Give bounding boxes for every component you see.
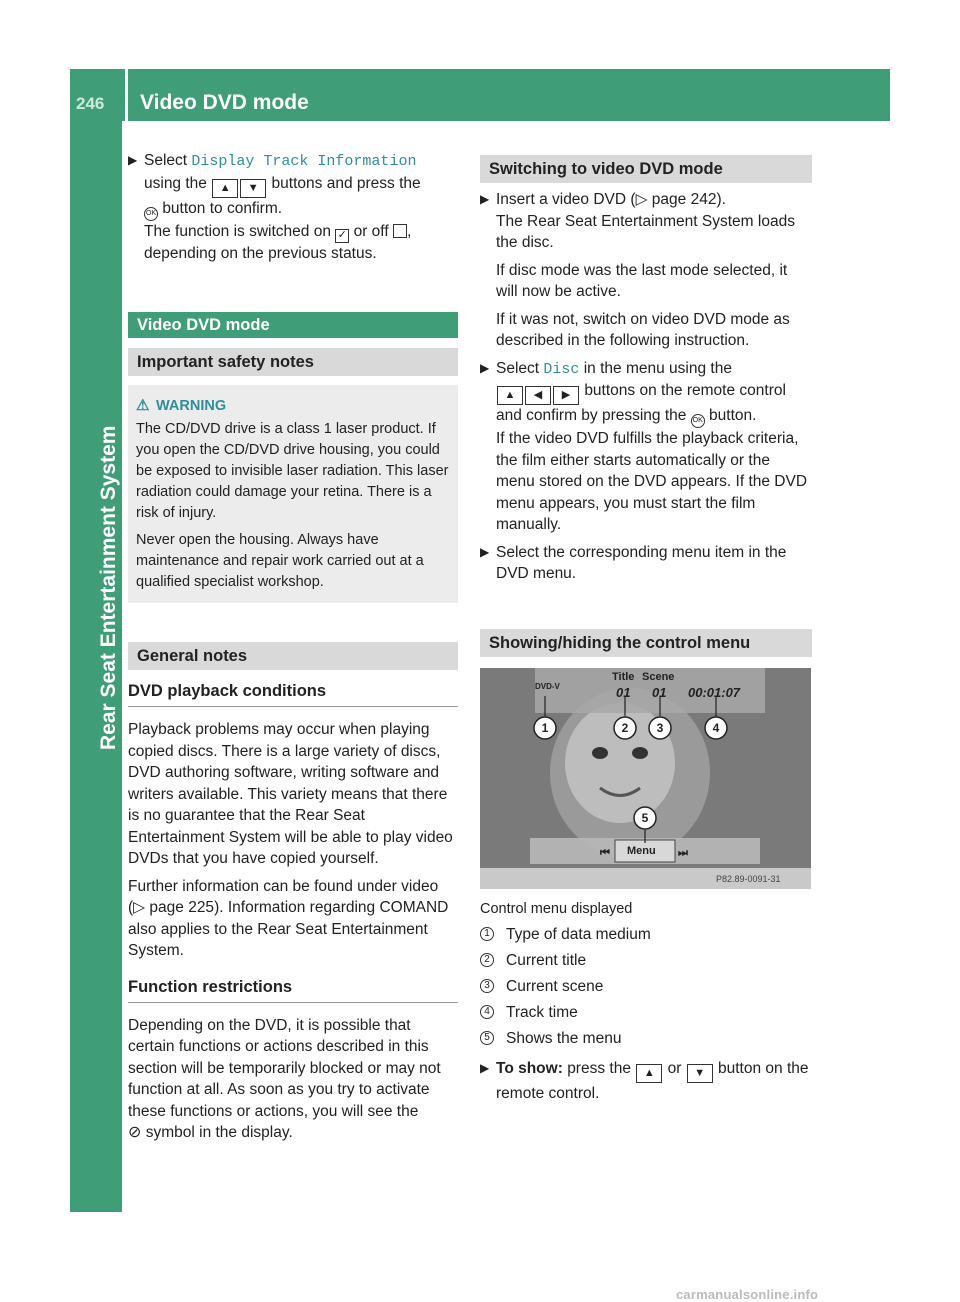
paragraph: The Rear Seat Entertainment System loads the disc. <box>496 212 795 251</box>
callout-2: 2 <box>621 720 629 735</box>
callout-3: 3 <box>656 720 664 735</box>
instruction-step-select-menu-item: ▶ Select the corresponding menu item in the DVD menu. <box>480 543 787 582</box>
right-column <box>480 155 812 1107</box>
scene-value: 01 <box>652 684 667 700</box>
paragraph: Further information can be found under video (▷ page 225). Information regarding COMAND also applies to the Rear Seat Entertainment System. <box>128 877 449 959</box>
page-ref-arrow-icon: ▷ <box>635 191 652 208</box>
menu-item-disc: Disc <box>543 360 580 378</box>
callout-5: 5 <box>641 810 649 825</box>
ok-button-icon: OK <box>144 207 158 221</box>
paragraph: If the video DVD fulfills the playback criteria, the film either starts automatically or the menu stored on the DVD appears. If the DVD menu appears, you must start the film manually. <box>496 430 808 533</box>
header-divider <box>125 69 128 121</box>
warning-paragraph: The CD/DVD drive is a class 1 laser product. If you open the CD/DVD drive housing, you could be exposed to invisible laser radiation. This laser radiation could damage your retina. There is a risk of injury. <box>136 421 449 521</box>
figure-reference-code: P82.89-0091-31 <box>716 873 781 884</box>
warning-triangle-icon: ⚠ <box>136 397 150 414</box>
down-button-icon: ▼ <box>687 1064 713 1083</box>
menu-item-display-track-information: Display Track Information <box>191 153 417 170</box>
step-arrow-icon: ▶ <box>480 360 490 375</box>
legend-item: 4 Track time <box>480 1000 812 1026</box>
callout-1: 1 <box>541 720 549 735</box>
step-arrow-icon: ▶ <box>480 192 490 206</box>
scene-label: Scene <box>642 670 675 683</box>
section-safety-notes: Important safety notes <box>128 348 458 376</box>
checkbox-checked-icon: ✓ <box>335 229 349 243</box>
page-number: 246 <box>76 94 105 113</box>
step-arrow-icon: ▶ <box>128 153 138 167</box>
chapter-title: Video DVD mode <box>140 91 309 114</box>
control-menu-figure <box>480 668 811 889</box>
page-reference-link[interactable]: page 225 <box>149 899 215 916</box>
prohibited-symbol-icon: ⊘ <box>128 1124 142 1141</box>
step-arrow-icon: ▶ <box>480 544 490 559</box>
legend-number-icon: 3 <box>480 979 494 993</box>
title-value: 01 <box>616 684 631 700</box>
instruction-step-display-track: ▶ Select Display Track Information using the ▲ ▼ buttons and press the OK button to confirm. The function is switched on ✓ or off , depending on the previous status. <box>128 152 421 262</box>
legend-list <box>480 922 812 1052</box>
figure-caption: Control menu displayed <box>480 900 633 917</box>
section-showing-hiding-menu: Showing/hiding the control menu <box>480 629 812 657</box>
left-button-icon: ◀ <box>525 386 551 405</box>
left-column <box>128 150 458 1150</box>
warning-box <box>128 385 458 603</box>
section-switching-video-dvd: Switching to video DVD mode <box>480 155 812 183</box>
checkbox-empty-icon <box>393 224 407 238</box>
legend-item: 1 Type of data medium <box>480 922 812 948</box>
media-type-label: DVD-V <box>535 681 560 691</box>
legend-item: 2 Current title <box>480 948 812 974</box>
legend-number-icon: 2 <box>480 953 494 967</box>
paragraph: Playback problems may occur when playing copied discs. There is a large variety of discs, DVD authoring software, writing software and writers available. This variety means that there is no guarantee that the Rear Seat Entertainment System will be able to play video DVDs that you have copied yourself. <box>128 721 453 867</box>
track-time-value: 00:01:07 <box>688 684 741 700</box>
instruction-step-select-disc: ▶ Select Disc in the menu using the ▲ ◀ ▶ buttons on the remote control and confirm by pressing the OK button. If the video DVD fulfills the playback criteria, the film either starts automatically or the menu stored on the DVD appears. If the DVD menu appears, you must start the film manually. <box>480 358 812 536</box>
instruction-step-to-show: ▶ To show: press the ▲ or ▼ button on the remote control. <box>480 1060 809 1102</box>
legend-item: 5 Shows the menu <box>480 1026 812 1052</box>
callout-4: 4 <box>712 720 720 735</box>
subheading-playback-conditions: DVD playback conditions <box>128 680 458 707</box>
page-reference-link[interactable]: page 242 <box>651 191 717 208</box>
section-general-notes: General notes <box>128 642 458 670</box>
legend-item: 3 Current scene <box>480 974 812 1000</box>
page-ref-arrow-icon: ▷ <box>133 899 150 916</box>
up-button-icon: ▲ <box>497 386 523 405</box>
right-button-icon: ▶ <box>553 386 579 405</box>
instruction-step-insert-dvd: ▶ Insert a video DVD (▷ page 242). The Rear Seat Entertainment System loads the disc. If disc mode was the last mode selected, it will now be active. If it was not, switch on video DVD mode as described in the following instruction. <box>480 189 812 352</box>
svg-text:⏭: ⏭ <box>678 846 688 859</box>
watermark: carmanualsonline.info <box>676 1287 819 1302</box>
ok-button-icon: OK <box>691 414 705 428</box>
legend-number-icon: 1 <box>480 927 494 941</box>
svg-text:⏮: ⏮ <box>600 846 610 859</box>
paragraph: If disc mode was the last mode selected, it will now be active. <box>496 261 788 300</box>
paragraph: Depending on the DVD, it is possible that certain functions or actions described in this section will be temporarily blocked or may not function at all. As soon as you try to activate these functions or actions, you will see the ⊘ symbol in the display. <box>128 1016 441 1141</box>
paragraph: If it was not, switch on video DVD mode as described in the following instruction. <box>496 310 790 349</box>
step-arrow-icon: ▶ <box>480 1061 490 1075</box>
legend-number-icon: 5 <box>480 1031 494 1045</box>
warning-paragraph: Never open the housing. Always have maintenance and repair work carried out at a qualified specialist workshop. <box>136 532 424 590</box>
legend-number-icon: 4 <box>480 1005 494 1019</box>
side-chapter-title: Rear Seat Entertainment System <box>97 425 120 750</box>
down-button-icon: ▼ <box>240 179 266 198</box>
up-button-icon: ▲ <box>212 179 238 198</box>
warning-title: ⚠ WARNING <box>136 397 227 414</box>
section-video-dvd-mode: Video DVD mode <box>128 312 458 338</box>
menu-button-label: Menu <box>627 844 656 857</box>
subheading-function-restrictions: Function restrictions <box>128 976 458 1003</box>
up-button-icon: ▲ <box>636 1064 662 1083</box>
title-label: Title <box>612 670 635 683</box>
